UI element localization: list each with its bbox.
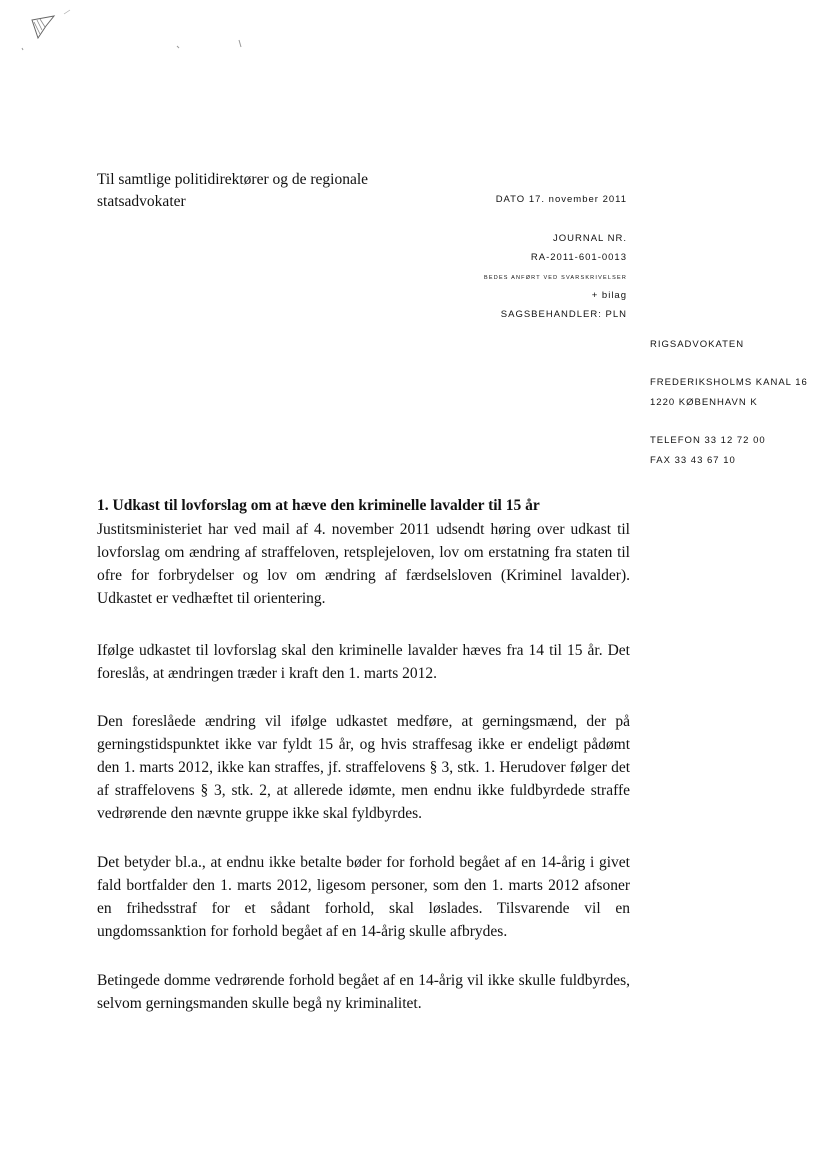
addressee-block [97,169,397,213]
section-heading: 1. Udkast til lovforslag om at hæve den kriminelle lavalder til 15 år [97,497,540,514]
body-paragraph-5: Betingede domme vedrørende forhold begået af en 14-årig vil ikke skulle fuldbyrdes, selvom gerningsmanden skulle begå ny kriminalitet. [97,972,630,1012]
sender-phone: TELEFON 33 12 72 00 [650,435,766,446]
scan-mark-corner [20,8,80,53]
attachment-note: + bilag [591,290,627,301]
reference-note: BEDES ANFØRT VED SVARSKRIVELSER [484,275,627,281]
addressee-line-2: statsadvokater [97,193,186,210]
sender-city: 1220 KØBENHAVN K [650,397,758,408]
sender-fax: FAX 33 43 67 10 [650,455,736,466]
case-officer: SAGSBEHANDLER: PLN [500,309,627,320]
date-line: DATO 17. november 2011 [495,194,627,205]
sender-street: FREDERIKSHOLMS KANAL 16 [650,377,808,388]
body-paragraph-2: Ifølge udkastet til lovforslag skal den kriminelle lavalder hæves fra 14 til 15 år. Det foreslås, at ændringen træder i kraft den 1. marts 2012. [97,642,630,682]
addressee-line-1: Til samtlige politidirektører og de regionale [97,171,369,188]
journal-number: RA-2011-601-0013 [530,252,627,263]
sender-name: RIGSADVOKATEN [650,339,745,350]
journal-label: JOURNAL NR. [553,233,627,244]
body-paragraph-4: Det betyder bl.a., at endnu ikke betalte bøder for forhold begået af en 14-årig i givet fald bortfalder den 1. marts 2012, ligesom personer, som den 1. marts 2012 afsoner en frihedsstraf for et sådant forhold, skal løslades. Tilsvarende vil en ungdomssanktion for forhold begået af en 14-årig skulle afbrydes. [97,854,630,940]
body-paragraph-1: Justitsministeriet har ved mail af 4. november 2011 udsendt høring over udkast til lovforslag om ændring af straffeloven, retsplejeloven, lov om erstatning fra staten til ofre for forbrydelser og lov om ændring af færdselsloven (Kriminel lavalder). Udkastet er vedhæftet til orientering. [97,521,630,607]
scan-speck [172,38,252,52]
body-paragraph-3: Den foreslåede ændring vil ifølge udkastet medføre, at gerningsmænd, der på gerningstidspunktet ikke var fyldt 15 år, og hvis straffesag ikke er endeligt pådømt den 1. marts 2012, ikke kan straffes, jf. straffelovens § 3, stk. 1. Herudover følger det af straffelovens § 3, stk. 2, at allerede idømte, men endnu ikke fuldbyrdede straffe vedrørende den nævnte gruppe ikke skal fyldbyrdes. [97,713,630,822]
